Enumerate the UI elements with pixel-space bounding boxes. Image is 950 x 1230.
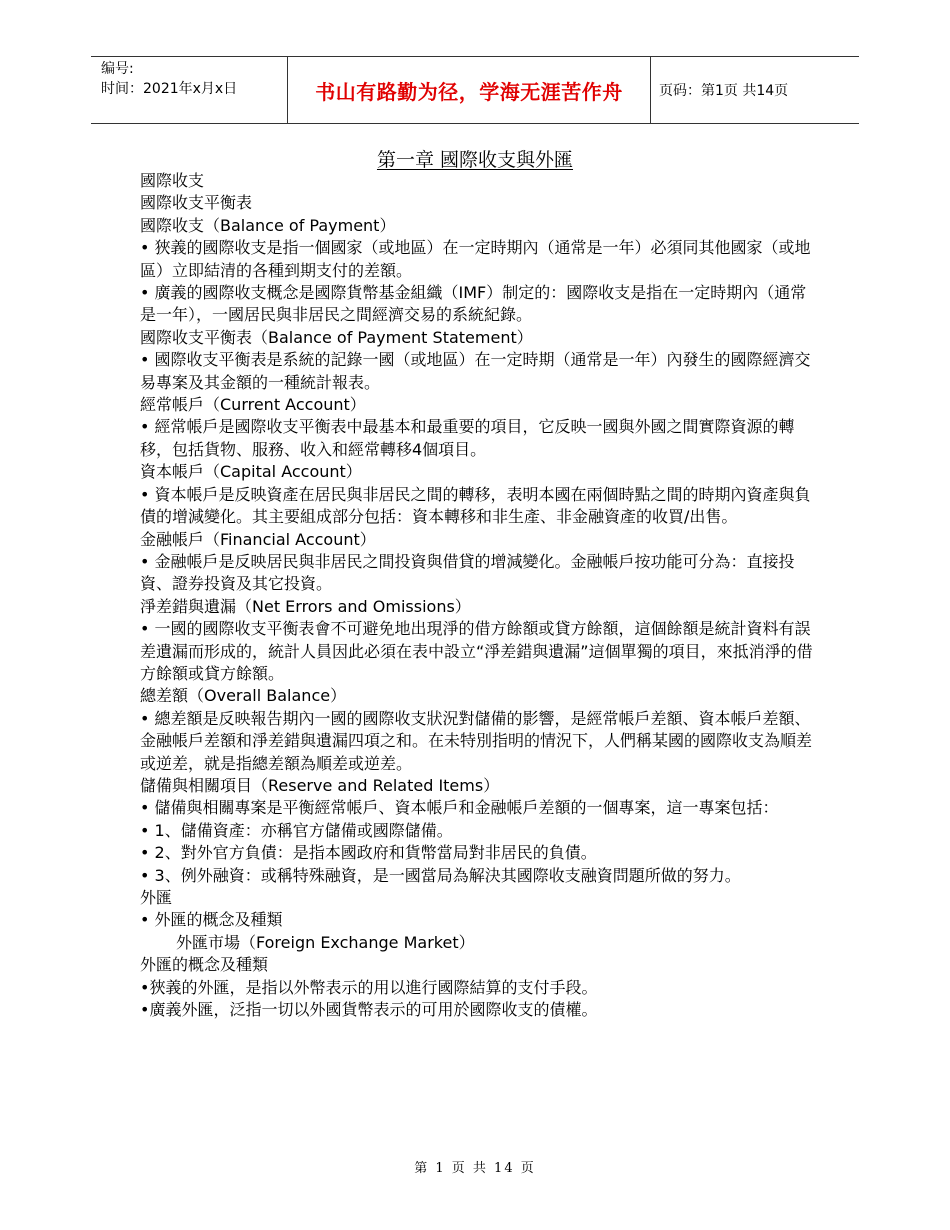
page-header	[91, 56, 859, 124]
bullet-exceptional-financing: • 3、例外融資：或稱特殊融資，是一國當局為解決其國際收支融資問題所做的努力。	[140, 865, 741, 885]
bullet-reserve-items: • 儲備與相關專案是平衡經常帳戶、資本帳戶和金融帳戶差額的一個專案，這一專案包括：	[140, 798, 779, 818]
heading-bop-term: 國際收支（Balance of Payment）	[140, 215, 396, 235]
heading-bop-statement: 國際收支平衡表	[140, 193, 253, 213]
header-meta	[91, 57, 287, 123]
heading-current-account: 經常帳戶（Current Account）	[140, 395, 366, 415]
bullet-broad-bop: • 廣義的國際收支概念是國際貨幣基金組織（IMF）制定的：國際收支是指在一定時期內（通常是一年），一國居民與非居民之間經濟交易的系統紀錄。	[140, 283, 807, 325]
heading-net-errors: 淨差錯與遺漏（Net Errors and Omissions）	[140, 596, 471, 616]
doc-time-label: 时间：2021年x月x日	[101, 81, 238, 97]
heading-reserve-items: 儲備與相關項目（Reserve and Related Items）	[140, 775, 500, 795]
heading-foreign-exchange: 外匯	[140, 888, 173, 907]
bullet-current-account: • 經常帳戶是國際收支平衡表中最基本和最重要的項目，它反映一國與外國之間實際資源的轉移，包括貨物、服務、收入和經常轉移4個項目。	[140, 417, 795, 459]
chapter-title: 第一章 國際收支與外匯	[376, 149, 574, 171]
bullet-narrow-bop: • 狹義的國際收支是指一個國家（或地區）在一定時期內（通常是一年）必須同其他國家（或地區）立即結清的各種到期支付的差額。	[140, 238, 811, 280]
bullet-overall-balance: • 總差額是反映報告期內一國的國際收支狀況對儲備的影響，是經常帳戶差額、資本帳戶差額、金融帳戶差額和淨差錯與遺漏四項之和。在未特別指明的情況下，人們稱某國的國際收支為順差或逆差，就是指總差額為順差或逆差。	[140, 708, 813, 773]
bullet-fx-concept: • 外匯的概念及種類	[140, 910, 283, 930]
bullet-financial-account: • 金融帳戶是反映居民與非居民之間投資與借貸的增減變化。金融帳戶按功能可分為：直接投資、證券投資及其它投資。	[140, 551, 795, 594]
bullet-reserve-assets: • 1、儲備資產：亦稱官方儲備或國際儲備。	[140, 820, 453, 840]
subheading-fx-market: 外匯市場（Foreign Exchange Market）	[176, 932, 475, 952]
bullet-bop-statement: • 國際收支平衡表是系統的記錄一國（或地區）在一定時期（通常是一年）內發生的國際經濟交易專案及其金額的一種統計報表。	[140, 350, 811, 392]
heading-fx-concept: 外匯的概念及種類	[140, 955, 269, 975]
heading-financial-account: 金融帳戶（Financial Account）	[140, 529, 376, 549]
bullet-fx-broad: •廣義外匯，泛指一切以外國貨幣表示的可用於國際收支的債權。	[140, 1000, 598, 1020]
bullet-capital-account: • 資本帳戶是反映資產在居民與非居民之間的轉移，表明本國在兩個時點之間的時期內資產與負債的增減變化。其主要組成部分包括：資本轉移和非生產、非金融資產的收買/出售。	[140, 484, 811, 527]
page-footer: 第 1 页 共 14 页	[414, 1161, 536, 1176]
document-body	[140, 170, 815, 1021]
heading-overall-balance: 總差額（Overall Balance）	[140, 686, 347, 706]
doc-number-label: 编号:	[101, 61, 134, 77]
bullet-net-errors: • 一國的國際收支平衡表會不可避免地出現淨的借方餘額或貸方餘額，這個餘額是統計資料有誤差遺漏而形成的，統計人員因此必須在表中設立“淨差錯與遺漏”這個單獨的項目，來抵消淨的借方餘額或貸方餘額。	[140, 619, 813, 683]
heading-balance-of-payments: 國際收支	[140, 171, 205, 190]
heading-bop-statement-term: 國際收支平衡表（Balance of Payment Statement）	[140, 327, 533, 347]
header-page-info: 页码：第1页 共14页	[659, 83, 789, 99]
header-motto: 书山有路勤为径，学海无涯苦作舟	[287, 57, 651, 123]
bullet-fx-narrow: •狹義的外匯，是指以外幣表示的用以進行國際結算的支付手段。	[140, 977, 598, 997]
heading-capital-account: 資本帳戶（Capital Account）	[140, 462, 362, 482]
bullet-official-liabilities: • 2、對外官方負債：是指本國政府和貨幣當局對非居民的負債。	[140, 843, 597, 863]
